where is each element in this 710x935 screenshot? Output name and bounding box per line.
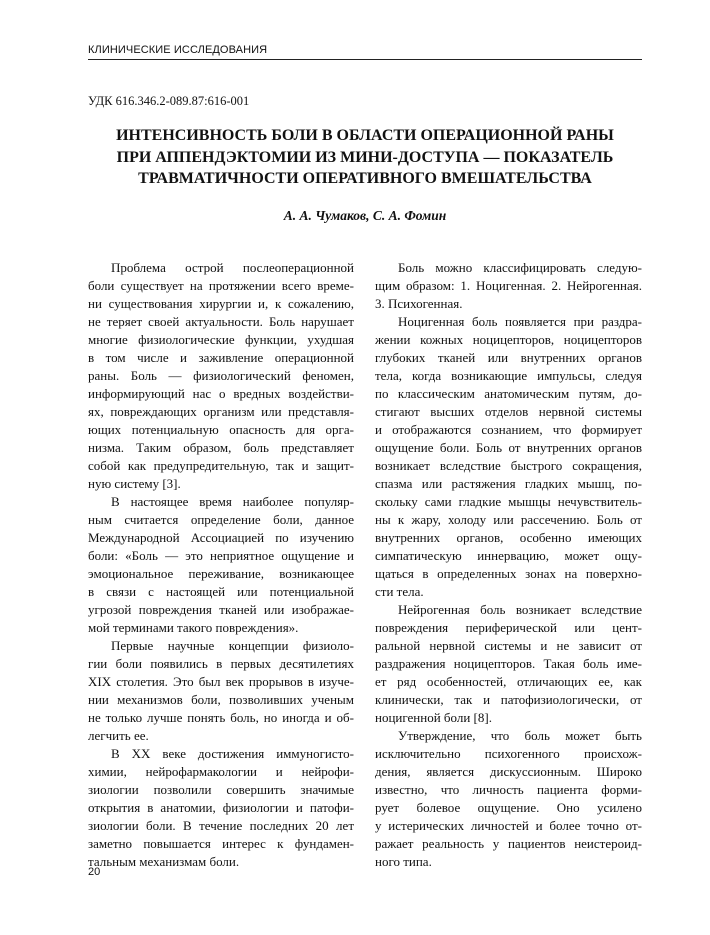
text-line: Утверждение, что боль может быть bbox=[398, 728, 642, 743]
text-line: ную систему [3]. bbox=[88, 476, 181, 491]
text-line: по классическим анатомическим путям, до- bbox=[375, 386, 642, 401]
text-line: не теряет своей актуальности. Боль нарушает bbox=[88, 314, 354, 329]
text-line: открытия в анатомии, физиологии и патофи- bbox=[88, 800, 354, 815]
text-line: ного типа. bbox=[375, 854, 432, 869]
text-line: скольку сами гладкие мышцы нечувствитель- bbox=[375, 494, 642, 509]
text-line: известно, что личность пациента форми- bbox=[375, 782, 642, 797]
text-line: рует болевое ощущение. Оно усилено bbox=[375, 800, 642, 815]
running-header: КЛИНИЧЕСКИЕ ИССЛЕДОВАНИЯ bbox=[88, 44, 268, 56]
text-line: эмоциональное переживание, возникающее bbox=[88, 566, 354, 581]
text-line: Проблема острой послеоперационной bbox=[111, 260, 354, 275]
article-authors: А. А. Чумаков, С. А. Фомин bbox=[283, 208, 447, 223]
text-line: зиологии позволили совершить значимые bbox=[88, 782, 354, 797]
text-line: в связи с настоящей или потенциальной bbox=[88, 584, 354, 599]
text-line: возникает вследствие быстрого сокращения, bbox=[375, 458, 642, 473]
text-line: Ноцигенная боль появляется при раздра- bbox=[398, 314, 642, 329]
article-title bbox=[88, 125, 642, 190]
text-line: спазма или растяжения гладких мышц, по- bbox=[375, 476, 642, 491]
text-line: у истерических личностей и более точно от- bbox=[375, 818, 642, 833]
title-line: ИНТЕНСИВНОСТЬ БОЛИ В ОБЛАСТИ ОПЕРАЦИОННОЙ РАНЫ bbox=[116, 127, 614, 144]
text-line: Международной Ассоциацией по изучению bbox=[88, 530, 354, 545]
text-line: жении кожных ноцицепторов, ноцицепторов bbox=[375, 332, 642, 347]
text-line: повреждения периферической или цент- bbox=[375, 620, 642, 635]
text-line: не только лучше понять боль, но иногда и об- bbox=[88, 710, 354, 725]
text-line: ральной нервной системы и не зависит от bbox=[375, 638, 642, 653]
text-line: клинически, так и патофизиологически, от bbox=[375, 692, 642, 707]
text-line: химии, нейрофармакологии и нейрофи- bbox=[88, 764, 354, 779]
text-line: легчить ее. bbox=[88, 728, 149, 743]
title-line: ТРАВМАТИЧНОСТИ ОПЕРАТИВНОГО ВМЕШАТЕЛЬСТВА bbox=[138, 170, 592, 187]
text-line: ощущение боли. Боль от внутренних органов bbox=[375, 440, 642, 455]
text-line: ноцигенной боли [8]. bbox=[375, 710, 492, 725]
text-line: ным считается определение боли, данное bbox=[88, 512, 354, 527]
text-line: внутренних органов, особенно имеющих bbox=[375, 530, 642, 545]
text-line: ны к жару, холоду или рассечению. Боль от bbox=[375, 512, 642, 527]
text-line: 3. Психогенная. bbox=[375, 296, 463, 311]
text-line: мой терминами такого повреждения». bbox=[88, 620, 299, 635]
text-line: Боль можно классифицировать следую- bbox=[398, 260, 642, 275]
title-line: ПРИ АППЕНДЭКТОМИИ ИЗ МИНИ-ДОСТУПА — ПОКАЗАТЕЛЬ bbox=[116, 148, 614, 166]
text-line: глубоких тканей или внутренних органов bbox=[375, 350, 642, 365]
text-line: ет ряд особенностей, отличающих ее, как bbox=[375, 674, 642, 689]
udc-code: УДК 616.346.2-089.87:616-001 bbox=[88, 94, 250, 108]
text-line: информирующий нас о вредных воздействи- bbox=[88, 386, 354, 401]
text-line: нии механизмов боли, позволивших ученым bbox=[88, 692, 354, 707]
text-line: стигают высших отделов нервной системы bbox=[375, 404, 642, 419]
text-line: ях, повреждающих организм или представля- bbox=[88, 404, 354, 419]
text-line: тальным механизмам боли. bbox=[88, 854, 240, 869]
text-line: щаться в определенных зонах на поверхно- bbox=[375, 566, 642, 581]
text-line: симпатическую иннервацию, может ощу- bbox=[375, 548, 642, 563]
text-line: зиологии боли. В течение последних 20 лет bbox=[88, 818, 354, 833]
text-line: собой как предупредительную, так и защит- bbox=[88, 458, 354, 473]
text-line: угрозой повреждения тканей или изображае- bbox=[88, 602, 354, 617]
text-line: ни существования хирургии и, к сожалению, bbox=[88, 296, 354, 311]
text-line: тела, когда возникающие импульсы, следуя bbox=[375, 368, 642, 383]
header-rule bbox=[88, 59, 642, 60]
text-line: В XX веке достижения иммуногисто- bbox=[111, 746, 354, 761]
text-line: Первые научные концепции физиоло- bbox=[111, 638, 354, 653]
page-number: 20 bbox=[88, 866, 101, 878]
body-column-right bbox=[375, 259, 642, 871]
text-line: боли: «Боль — это неприятное ощущение и bbox=[88, 548, 354, 563]
text-line: В настоящее время наиболее популяр- bbox=[111, 494, 354, 509]
text-line: заметно повышается интерес к фундамен- bbox=[88, 836, 354, 851]
text-line: и отображаются сознанием, что формирует bbox=[375, 422, 642, 437]
text-line: низма. Таким образом, боль представляет bbox=[88, 440, 354, 455]
text-line: раздражения ноцицепторов. Такая боль име- bbox=[375, 656, 642, 671]
text-line: исключительно психогенного происхож- bbox=[375, 746, 642, 761]
text-line: раны. Боль — физиологический феномен, bbox=[88, 368, 354, 383]
text-line: в том числе и заживление операционной bbox=[88, 350, 354, 365]
text-line: XIX столетия. Это был век прорывов в изуче- bbox=[88, 674, 354, 689]
text-line: Нейрогенная боль возникает вследствие bbox=[398, 602, 642, 617]
text-line: дения, является дискуссионным. Широко bbox=[375, 764, 642, 779]
text-line: сти тела. bbox=[375, 584, 424, 599]
body-column-left bbox=[88, 259, 354, 871]
text-line: щим образом: 1. Ноцигенная. 2. Нейрогенная. bbox=[375, 278, 642, 293]
text-line: ющих потенциальную опасность для орга- bbox=[88, 422, 354, 437]
text-line: гии боли появились в первых десятилетиях bbox=[88, 656, 354, 671]
text-line: многие физиологические функции, ухудшая bbox=[88, 332, 354, 347]
text-line: боли существует на протяжении всего време- bbox=[88, 278, 354, 293]
text-line: ражает реальность у пациентов неистероид- bbox=[375, 836, 642, 851]
